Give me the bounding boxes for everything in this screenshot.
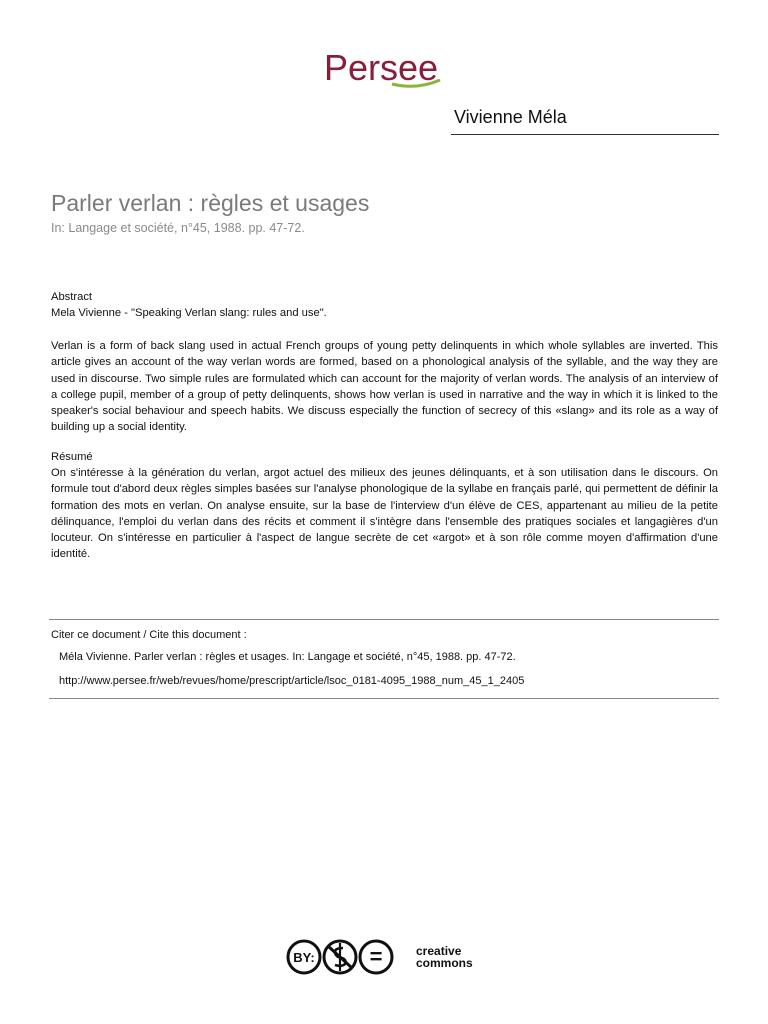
resume-body: On s'intéresse à la génération du verlan, argot actuel des milieux des jeunes délinquants, et à son utilisation dans le discours. On formule tout d'abord deux règles simples basées sur l'analyse phonologique de la syllabe en français parlé, qui permettent de définir la formation des mots en verlan. On analyse ensuite, sur la base de l'interview d'un élève de CES, appartenant au milieu de la petite délinquance, l'emploi du verlan dans des récits et comment il s'intègre dans l'ensemble des pratiques sociales et langagières d'un locuteur. On s'intéresse en particulier à l'aspect de langue secrète de cet «argot» et à son rôle comme moyen d'affirmation d'une identité.	[51, 467, 718, 561]
cc-by-text: BY:	[293, 950, 315, 965]
abstract-heading: Abstract	[51, 291, 93, 303]
citation-url-link[interactable]: http://www.persee.fr/web/revues/home/prescript/article/lsoc_0181-4095_1988_num_45_1_2405	[59, 675, 525, 687]
cc-word-creative: creative	[416, 944, 462, 958]
abstract-body: Verlan is a form of back slang used in actual French groups of young petty delinquents in which whole syllables are inverted. This article gives an account of the way verlan words are formed, based on a phonological analysis of the syllable, and the way they are used in discourse. Two simple rules are formulated which can account for the majority of verlan words. The analysis of an interview of a college pupil, member of a group of petty delinquents, shows how verlan is used in narrative and the way in which it is linked to the speaker's social behaviour and speech habits. We discuss especially the function of secrecy of this «slang» and its role as a way of building up a social identity.	[51, 340, 718, 434]
abstract-subtitle: Mela Vivienne - "Speaking Verlan slang: rules and use".	[51, 307, 327, 319]
citation-box	[49, 619, 719, 699]
author-name: Vivienne Méla	[454, 107, 567, 127]
cc-word-commons: commons	[416, 956, 473, 970]
citation-reference: Méla Vivienne. Parler verlan : règles et usages. In: Langage et société, n°45, 1988. pp. 47-72.	[59, 651, 516, 663]
persee-logo-text: Persee	[324, 47, 439, 88]
article-source: In: Langage et société, n°45, 1988. pp. 47-72.	[51, 221, 305, 235]
author-header	[451, 107, 719, 135]
persee-logo-mark	[322, 40, 446, 96]
creative-commons-badge[interactable]	[286, 937, 486, 977]
cc-nd-equals-text: =	[369, 944, 383, 969]
creative-commons-icon	[286, 937, 486, 977]
resume-heading: Résumé	[51, 451, 93, 463]
article-title: Parler verlan : règles et usages	[51, 190, 370, 216]
persee-logo	[322, 40, 446, 96]
citation-label: Citer ce document / Cite this document :	[51, 629, 247, 641]
